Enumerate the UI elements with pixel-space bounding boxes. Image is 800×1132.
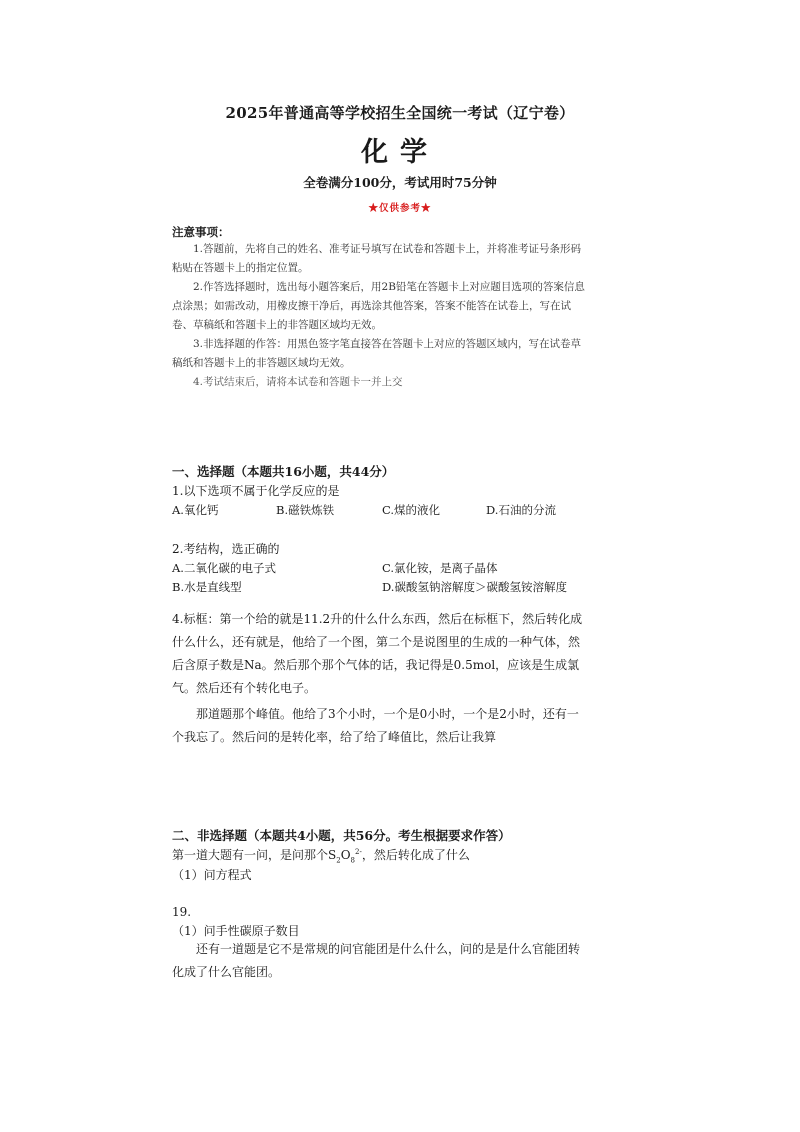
question-2-stem: 2.考结构，选正确的 <box>172 542 280 556</box>
notice-item: 1.答题前，先将自己的姓名、准考证号填写在试卷和答题卡上，并将准考证号条形码粘贴在答题卡上的指定位置。 <box>172 243 582 274</box>
question-4-followup: 那道题那个峰值。他给了3个小时，一个是0小时，一个是2小时，还有一个我忘了。然后问的是转化率，给了给了峰值比，然后让我算 <box>172 707 579 744</box>
notice-item: 3.非选择题的作答：用黑色签字笔直接答在答题卡上对应的答题区域内，写在试卷草稿纸和答题卡上的非答题区域均无效。 <box>172 338 582 369</box>
notice-title: 注意事项： <box>172 225 230 239</box>
section-1-heading: 一、选择题（本题共16小题，共44分） <box>172 464 395 479</box>
question-2-option-b: B.水是直线型 <box>172 580 242 594</box>
question-1-option-d: D.石油的分流 <box>486 503 556 517</box>
question-1-stem: 1.以下选项不属于化学反应的是 <box>172 484 340 498</box>
section-2-heading: 二、非选择题（本题共4小题，共56分。考生根据要求作答） <box>172 828 511 843</box>
notice-item: 4.考试结束后，请将本试卷和答题卡一并上交 <box>193 376 403 388</box>
reference-only-stamp: ★仅供参考★ <box>368 203 432 214</box>
section-2-subquestion-1: （1）问方程式 <box>172 868 252 882</box>
question-1-option-a: A.氧化钙 <box>172 503 219 517</box>
question-19-number: 19. <box>172 905 192 919</box>
notice-list <box>172 240 588 392</box>
section-2-intro <box>172 846 470 864</box>
ion-subscript: 2 <box>336 856 341 865</box>
question-19-text: 还有一道题是它不是常规的问官能团是什么什么，问的是是什么官能团转化成了什么官能团。 <box>172 942 581 979</box>
intro-text-after: ，然后转化成了什么 <box>361 848 470 862</box>
question-4-text: 4.标框：第一个给的就是11.2升的什么什么东西，然后在标框下，然后转化成什么什么，还有就是，他给了一个图，第二个是说图里的生成的一种气体，然后含原子数是Na。然后那个那个气体的话，我记得是0.5mol，应该是生成氯气。然后还有个转化电子。 <box>172 612 583 695</box>
ion-oxygen: O <box>340 848 351 862</box>
ion-subscript: 8 <box>350 856 356 865</box>
exam-title: 2025年普通高等学校招生全国统一考试（辽宁卷） <box>225 104 575 122</box>
exam-info: 全卷满分100分，考试用时75分钟 <box>303 175 497 190</box>
question-2-option-d: D.碳酸氢钠溶解度＞碳酸氢铵溶解度 <box>382 580 567 594</box>
question-19-subquestion-1: （1）问手性碳原子数目 <box>172 924 300 938</box>
ion-charge: 2- <box>355 848 362 856</box>
notice-item: 2.作答选择题时，选出每小题答案后，用2B铅笔在答题卡上对应题目选项的答案信息点涂黑；如需改动，用橡皮擦干净后，再选涂其他答案，答案不能答在试卷上，写在试卷、草稿纸和答题卡上的非答题区域均无效。 <box>172 281 585 331</box>
question-1-option-b: B.磁铁炼铁 <box>276 503 335 517</box>
question-2-option-a: A.二氧化碳的电子式 <box>172 561 276 575</box>
intro-text-before: 第一道大题有一问，是问那个S <box>172 848 337 862</box>
subject-title: 化学 <box>361 137 439 168</box>
question-1-option-c: C.煤的液化 <box>382 503 441 517</box>
question-2-option-c: C.氯化铵，是离子晶体 <box>382 561 498 575</box>
